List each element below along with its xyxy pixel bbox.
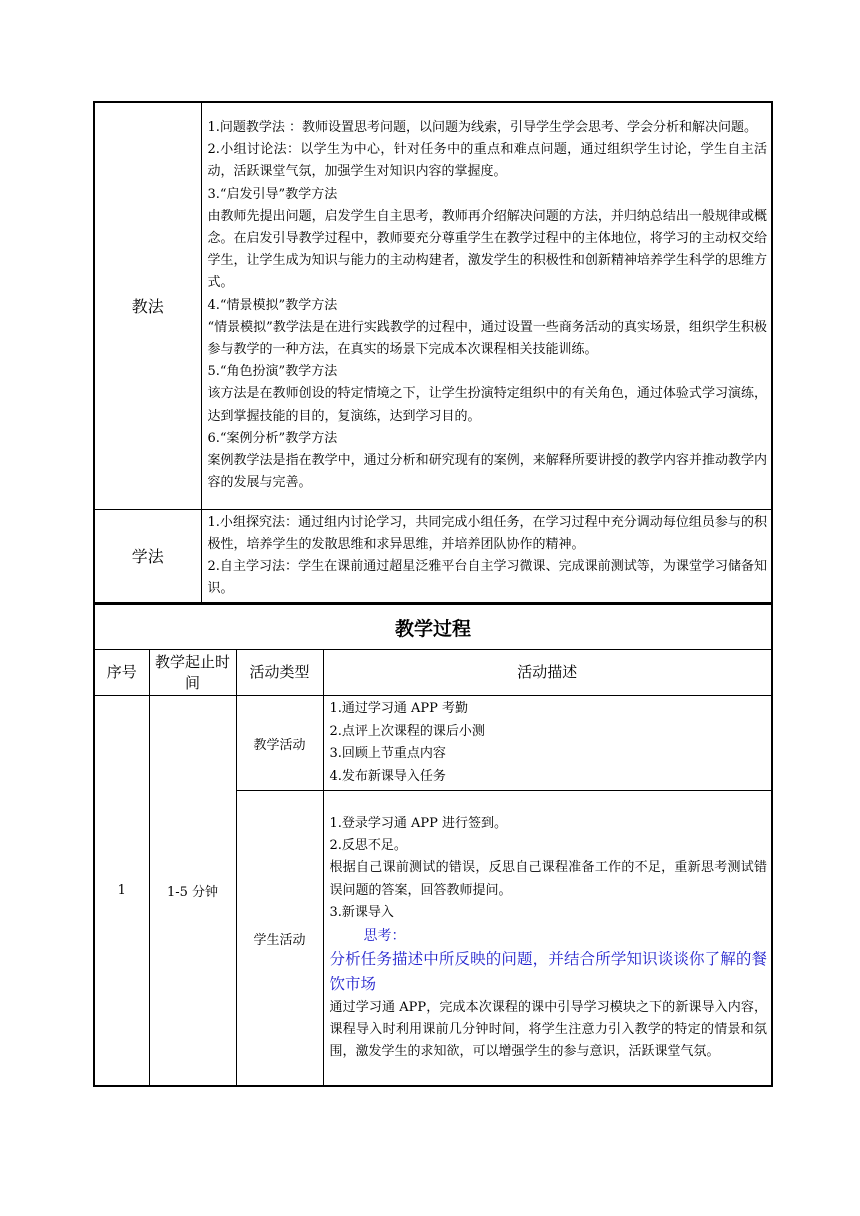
lesson-plan-page bbox=[93, 101, 771, 1087]
teaching-line: 案例教学法是指在教学中，通过分析和研究现有的案例，来解释所要讲授的教学内容并推动教学内容的发展与完善。 bbox=[207, 453, 767, 491]
teaching-line: 2.小组讨论法：以学生为中心，针对任务中的重点和难点问题，通过组织学生讨论，学生自主活动，活跃课堂气氛，加强学生对知识内容的掌握度。 bbox=[207, 142, 767, 180]
list-item: 1.登录学习通 APP 进行签到。 bbox=[329, 815, 508, 831]
process-title: 教学过程 bbox=[94, 605, 772, 650]
learning-method-label: 学法 bbox=[94, 509, 201, 603]
methods-table bbox=[93, 101, 773, 604]
teaching-line: 1.问题教学法 ：教师设置思考问题，以问题为线索，引导学生学会思考、学会分析和解决问题。 bbox=[207, 120, 758, 136]
teaching-method-label: 教法 bbox=[94, 102, 201, 509]
teaching-line: 5.“角色扮演”教学方法 bbox=[207, 364, 338, 380]
header-seq: 序号 bbox=[94, 650, 149, 696]
think-label: 思考： bbox=[363, 927, 406, 944]
header-desc: 活动描述 bbox=[323, 650, 772, 696]
learning-method-row bbox=[94, 509, 772, 603]
list-item: 3.新课导入 bbox=[329, 905, 394, 921]
teaching-line: 6.“案例分析”教学方法 bbox=[207, 430, 338, 446]
teaching-line: 由教师先提出问题，启发学生自主思考，教师再介绍解决问题的方法，并归纳总结出一般规律或概念。在启发引导教学过程中，教师要充分尊重学生在教学过程中的主体地位，将学习的主动权交给学生，让学生成为知识与能力的主动构建者，激发学生的积极性和创新精神培养学生科学的思维方式。 bbox=[207, 208, 767, 291]
process-header-row bbox=[94, 650, 772, 696]
closing-text: 通过学习通 APP，完成本次课程的课中引导学习模块之下的新课导入内容，课程导入时利用课前几分钟时间，将学生注意力引入教学的特定的情景和氛围，激发学生的求知欲，可以增强学生的参与意识，活跃课堂气氛。 bbox=[329, 999, 768, 1060]
student-activity-desc bbox=[323, 790, 772, 1086]
process-row-teacher bbox=[94, 696, 772, 791]
student-activity-type: 学生活动 bbox=[236, 790, 323, 1086]
think-question: 分析任务描述中所反映的问题，并结合所学知识谈谈你了解的餐饮市场 bbox=[329, 949, 768, 993]
teaching-line: 3.“启发引导”教学方法 bbox=[207, 186, 338, 202]
teaching-method-row bbox=[94, 102, 772, 509]
learning-line: 1.小组探究法：通过组内讨论学习，共同完成小组任务，在学习过程中充分调动每位组员参与的积极性，培养学生的发散思维和求异思维，并培养团队协作的精神。 bbox=[207, 514, 767, 552]
learning-line: 2.自主学习法：学生在课前通过超星泛雅平台自主学习微课、完成课前测试等，为课堂学习储备知识。 bbox=[207, 558, 767, 597]
list-item: 3.回顾上节重点内容 bbox=[329, 746, 446, 762]
teacher-activity-desc bbox=[323, 696, 772, 791]
header-time: 教学起止时间 bbox=[149, 650, 236, 696]
teaching-line: “情景模拟”教学法是在进行实践教学的过程中，通过设置一些商务活动的真实场景，组织学生积极参与教学的一种方法，在真实的场景下完成本次课程相关技能训练。 bbox=[207, 319, 767, 358]
row-time: 1-5 分钟 bbox=[149, 696, 236, 1087]
list-item: 2.点评上次课程的课后小测 bbox=[329, 723, 485, 739]
list-item: 1.通过学习通 APP 考勤 bbox=[329, 701, 469, 717]
process-title-row bbox=[94, 605, 772, 650]
teaching-method-content bbox=[201, 102, 772, 509]
list-item: 4.发布新课导入任务 bbox=[329, 768, 446, 784]
row-seq: 1 bbox=[94, 696, 149, 1087]
teacher-activity-type: 教学活动 bbox=[236, 696, 323, 791]
learning-method-content bbox=[201, 509, 772, 603]
teaching-line: 该方法是在教师创设的特定情境之下，让学生扮演特定组织中的有关角色，通过体验式学习演练，达到掌握技能的目的，复演练，达到学习目的。 bbox=[207, 386, 767, 424]
process-table bbox=[93, 604, 773, 1087]
teaching-line: 4.“情景模拟”教学方法 bbox=[207, 297, 338, 313]
header-type: 活动类型 bbox=[236, 650, 323, 696]
list-item: 2.反思不足。 bbox=[329, 837, 407, 853]
list-item: 根据自己课前测试的错误，反思自己课程准备工作的不足，重新思考测试错误问题的答案，回答教师提问。 bbox=[329, 860, 768, 898]
